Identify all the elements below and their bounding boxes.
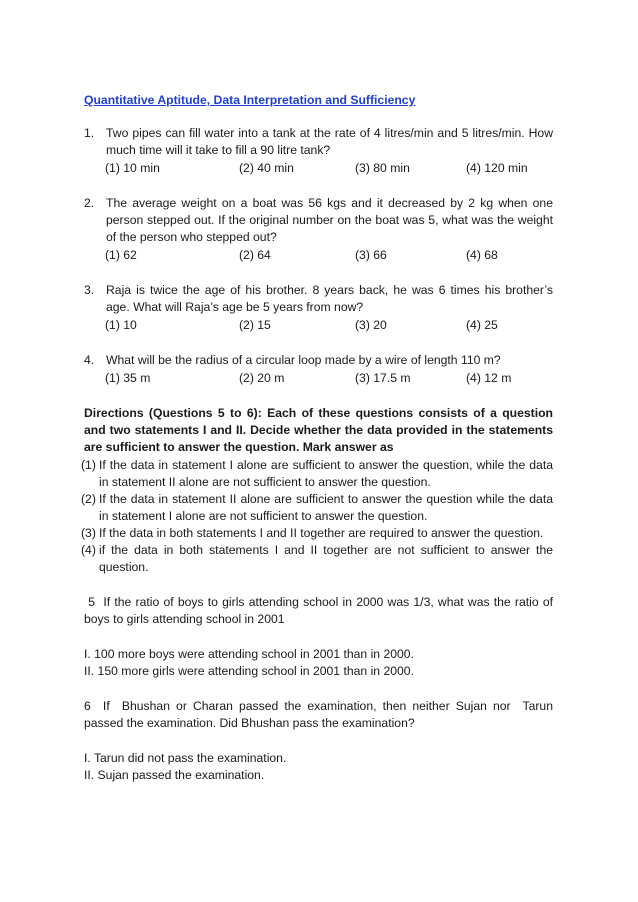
direction-item (81, 525, 553, 542)
option-4: (4) 12 m (466, 371, 512, 385)
option-3: (3) 66 (355, 248, 387, 262)
direction-text: if the data in both statements I and II together are not sufficient to answer the question. (99, 543, 553, 574)
question-2 (84, 195, 553, 264)
question-4 (84, 352, 553, 387)
directions-heading: Directions (Questions 5 to 6): Each of these questions consists of a question and two statements I and II. Decide whether the data provided in the statements are sufficient to answer the question. Mark answer as (84, 406, 553, 454)
statement-1: I. 100 more boys were attending school in 2001 than in 2000. (84, 647, 414, 661)
question-text: Two pipes can fill water into a tank at the rate of 4 litres/min and 5 litres/min. How much time will it take to fill a 90 litre tank? (106, 126, 553, 157)
option-1: (1) 10 (105, 318, 137, 332)
option-1: (1) 10 min (105, 161, 160, 175)
option-2: (2) 15 (239, 318, 271, 332)
question-text: What will be the radius of a circular loop made by a wire of length 110 m? (106, 353, 501, 367)
question-number: 4. (84, 353, 95, 367)
options-row (84, 370, 553, 387)
direction-number: (2) (81, 492, 96, 506)
option-1: (1) 35 m (105, 371, 151, 385)
option-2: (2) 64 (239, 248, 271, 262)
option-4: (4) 120 min (466, 161, 528, 175)
direction-item (81, 491, 553, 525)
question-5-text: 5 If the ratio of boys to girls attending school in 2000 was 1/3, what was the ratio of boys to girls attending school in 2001 (84, 595, 557, 626)
document-title: Quantitative Aptitude, Data Interpretation and Sufficiency (84, 93, 416, 107)
direction-number: (1) (81, 458, 96, 472)
option-3: (3) 80 min (355, 161, 410, 175)
direction-number: (4) (81, 543, 96, 557)
direction-number: (3) (81, 526, 96, 540)
direction-text: If the data in statement I alone are sufficient to answer the question, while the data in statement II alone are not sufficient to answer the question. (99, 458, 553, 489)
option-4: (4) 68 (466, 248, 498, 262)
option-2: (2) 40 min (239, 161, 294, 175)
question-text: Raja is twice the age of his brother. 8 years back, he was 6 times his brother’s age. What will Raja’s age be 5 years from now? (106, 283, 553, 314)
question-number: 3. (84, 283, 95, 297)
question-6-statements (84, 750, 553, 784)
direction-text: If the data in both statements I and II together are required to answer the question. (99, 526, 544, 540)
statement-1: I. Tarun did not pass the examination. (84, 751, 287, 765)
option-3: (3) 17.5 m (355, 371, 411, 385)
question-number: 2. (84, 196, 95, 210)
question-5-statements (84, 646, 553, 680)
options-row (84, 160, 553, 177)
options-row (84, 247, 553, 264)
direction-item (81, 542, 553, 576)
option-1: (1) 62 (105, 248, 137, 262)
question-3 (84, 282, 553, 334)
question-text: The average weight on a boat was 56 kgs and it decreased by 2 kg when one person stepped out. If the original number on the boat was 5, what was the weight of the person who stepped out? (106, 196, 553, 244)
statement-2: II. 150 more girls were attending school in 2001 than in 2000. (84, 664, 414, 678)
document-page (81, 92, 557, 802)
directions-list (81, 457, 553, 576)
question-6-text: 6 If Bhushan or Charan passed the examination, then neither Sujan nor Tarun passed the examination. Did Bhushan pass the examination? (84, 699, 557, 730)
question-number: 1. (84, 126, 95, 140)
options-row (84, 317, 553, 334)
direction-item (81, 457, 553, 491)
option-4: (4) 25 (466, 318, 498, 332)
option-2: (2) 20 m (239, 371, 285, 385)
direction-text: If the data in statement II alone are sufficient to answer the question while the data in statement I alone are not sufficient to answer the question. (99, 492, 553, 523)
question-1 (84, 125, 553, 177)
statement-2: II. Sujan passed the examination. (84, 768, 265, 782)
option-3: (3) 20 (355, 318, 387, 332)
